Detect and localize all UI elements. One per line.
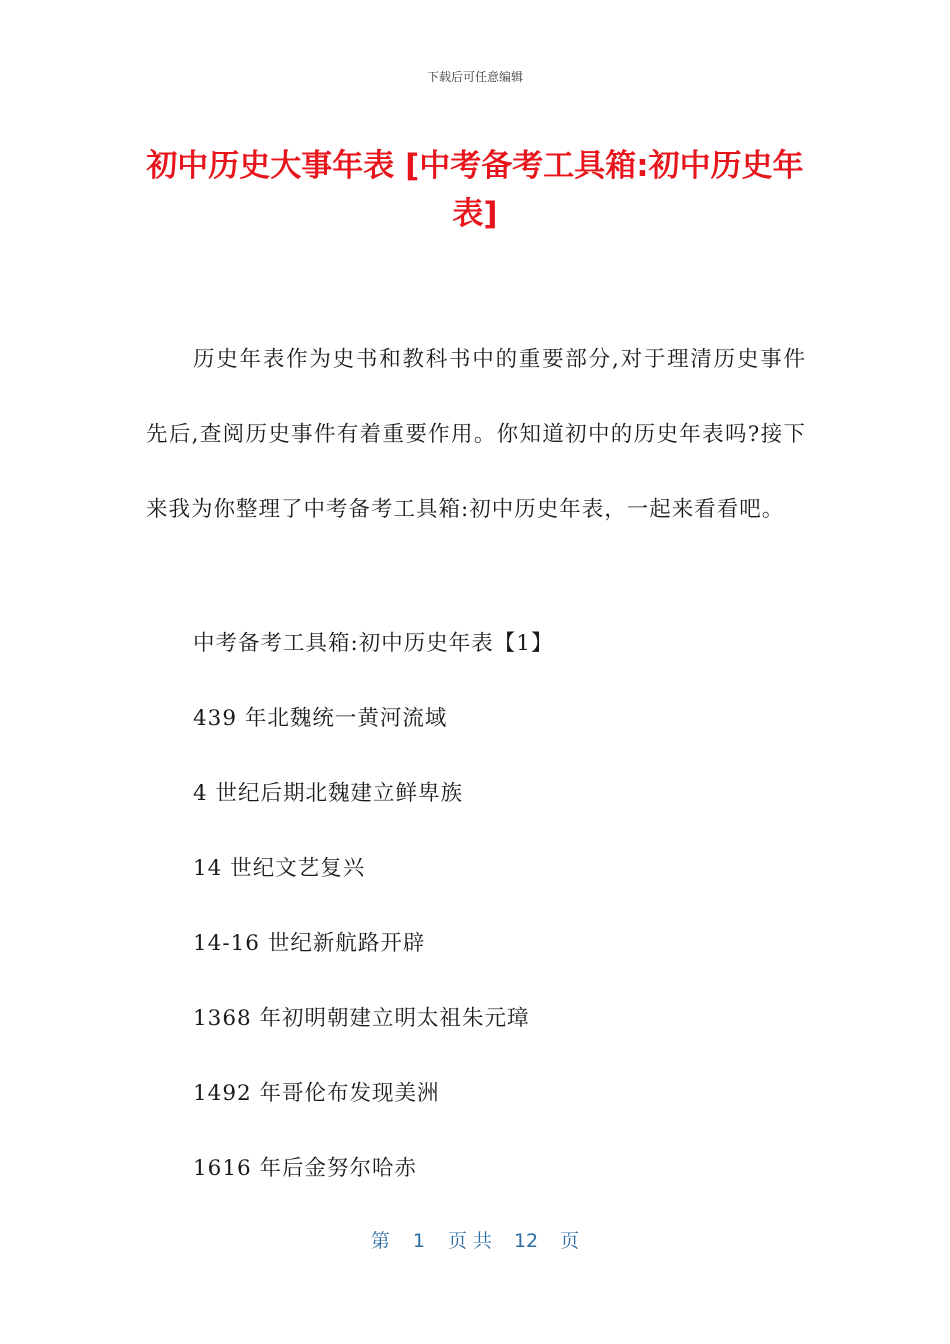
footer-page-number: 1 — [412, 1230, 425, 1252]
event-line: 1616 年后金努尔哈赤 — [193, 1156, 418, 1181]
event-line: 1492 年哥伦布发现美洲 — [193, 1081, 440, 1106]
page-title: 初中历史大事年表 [中考备考工具箱:初中历史年表] — [146, 148, 804, 232]
event-line: 439 年北魏统一黄河流域 — [193, 706, 448, 731]
footer-page-mid: 页 共 — [447, 1230, 493, 1252]
event-line: 14-16 世纪新航路开辟 — [193, 931, 426, 956]
footer-page-prefix: 第 — [370, 1230, 390, 1252]
section-heading: 中考备考工具箱:初中历史年表【1】 — [193, 631, 554, 656]
footer-page-suffix: 页 — [560, 1230, 580, 1252]
header-note: 下载后可任意编辑 — [426, 70, 523, 84]
footer-total-pages: 12 — [513, 1230, 539, 1252]
page-footer — [0, 1226, 950, 1253]
intro-paragraph: 历史年表作为史书和教科书中的重要部分,对于理清历史事件先后,查阅历史事件有着重要作用。你知道初中的历史年表吗?接下来我为你整理了中考备考工具箱:初中历史年表，一起来看看吧。 — [146, 347, 806, 522]
event-line: 4 世纪后期北魏建立鲜卑族 — [193, 781, 464, 806]
event-line: 1368 年初明朝建立明太祖朱元璋 — [193, 1006, 530, 1031]
event-line: 14 世纪文艺复兴 — [193, 856, 366, 881]
